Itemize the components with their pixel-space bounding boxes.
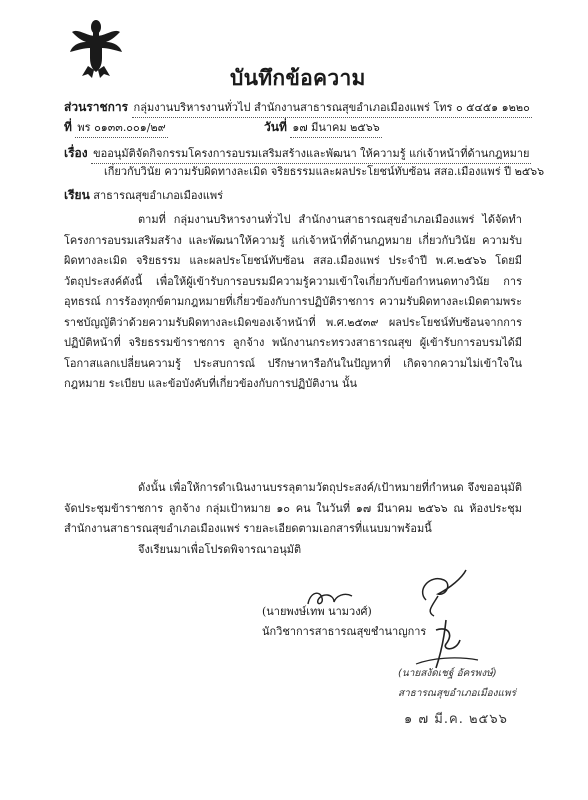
subject-line-1: ขออนุมัติจัดกิจกรรมโครงการอบรมเสริมสร้างและพัฒนา ให้ความรู้ แก่เจ้าหน้าที่ด้านกฎหมาย [91, 144, 531, 164]
addressee-row [64, 186, 223, 205]
subject-row [64, 144, 531, 164]
author-position: นักวิชาการสาธารณสุขชำนาญการ [262, 625, 427, 638]
date-label: วันที่ [264, 120, 287, 134]
body-paragraph-2: ดังนั้น เพื่อให้การดำเนินงานบรรลุตามวัตถุประสงค์/เป้าหมายที่กำหนด จึงขออนุมัติจัดประชุมข้าราชการ ลูกจ้าง กลุ่มเป้าหมาย ๑๐ คน ในวันที่ ๑๗ มีนาคม ๒๕๖๖ ณ ห้องประชุมสำนักงานสาธารณสุขอำเภอเมืองแพร่ รายละเอียดตามเอกสารที่แนบมาพร้อมนี้ [64, 481, 522, 535]
subject-line-2: เกี่ยวกับวินัย ความรับผิดทางละเมิด จริยธรรมและผลประโยชน์ทับซ้อน สสอ.เมืองแพร่ ปี ๒๕๖๖ [104, 165, 545, 178]
author-name: (นายพงษ์เทพ นามวงศ์) [262, 605, 372, 618]
reference-row [64, 118, 380, 138]
body-paragraph-1: ตามที่ กลุ่มงานบริหารงานทั่วไป สำนักงานสาธารณสุขอำเภอเมืองแพร่ ได้จัดทำโครงการอบรมเสริมสร้าง และพัฒนาให้ความรู้ แก่เจ้าหน้าที่ด้านกฎหมาย เกี่ยวกับวินัย ความรับผิดทางละเมิด จริยธรรม และผลประโยชน์ทับซ้อน สสอ.เมืองแพร่ ประจำปี พ.ศ.๒๕๖๖ โดยมีวัตถุประสงค์ดังนี้ เพื่อให้ผู้เข้ารับการอบรมมีความรู้ความเข้าใจเกี่ยวกับข้อกำหนดทางวินัย การอุทธรณ์ การร้องทุกข์ตามกฎหมายที่เกี่ยวข้องกับการปฏิบัติราชการ ความรับผิดทางละเมิดตามพระราชบัญญัติว่าด้วยความรับผิดทางละเมิดของเจ้าหน้าที่ พ.ศ.๒๕๓๙ ผลประโยชน์ทับซ้อนจากการปฏิบัติหน้าที่ จริยธรรมข้าราชการ ลูกจ้าง พนักงานกระทรวงสาธารณสุข ผู้เข้ารับการอบรมได้มีโอกาสแลกเปลี่ยนความรู้ ประสบการณ์ ปรึกษาหารือกันในปัญหาที่ เกิดจากความไม่เข้าใจในกฎหมาย ระเบียบ และข้อบังคับที่เกี่ยวข้องกับการปฏิบัติงาน นั้น [64, 213, 522, 390]
department-label: ส่วนราชการ [64, 100, 129, 114]
department-row [64, 98, 532, 118]
addressee-label: เรียน [64, 188, 90, 202]
approval-date: ๑ ๗ มี.ค. ๒๕๖๖ [404, 712, 508, 727]
approver-title: สาธารณสุขอำเภอเมืองแพร่ [398, 688, 516, 699]
closing-line: จึงเรียนมาเพื่อโปรดพิจารณาอนุมัติ [138, 543, 302, 556]
memo-title: บันทึกข้อความ [230, 65, 366, 90]
date-field [264, 118, 382, 138]
garuda-emblem-icon [68, 18, 124, 80]
approver-name: (นายสงัดเชฐ์ อัครพงษ์) [398, 668, 497, 679]
department-value: กลุ่มงานบริหารงานทั่วไป สำนักงานสาธารณสุขอำเภอเมืองแพร่ โทร ๐ ๕๔๕๑ ๑๒๒๐ [132, 98, 532, 118]
reference-label: ที่ [64, 120, 72, 134]
subject-label: เรื่อง [64, 146, 88, 160]
reference-value: พร ๐๑๓๓.๐๐๑/๒๙ [75, 118, 167, 138]
addressee-value: สาธารณสุขอำเภอเมืองแพร่ [93, 189, 224, 202]
date-value: ๑๗ มีนาคม ๒๕๖๖ [290, 118, 381, 138]
